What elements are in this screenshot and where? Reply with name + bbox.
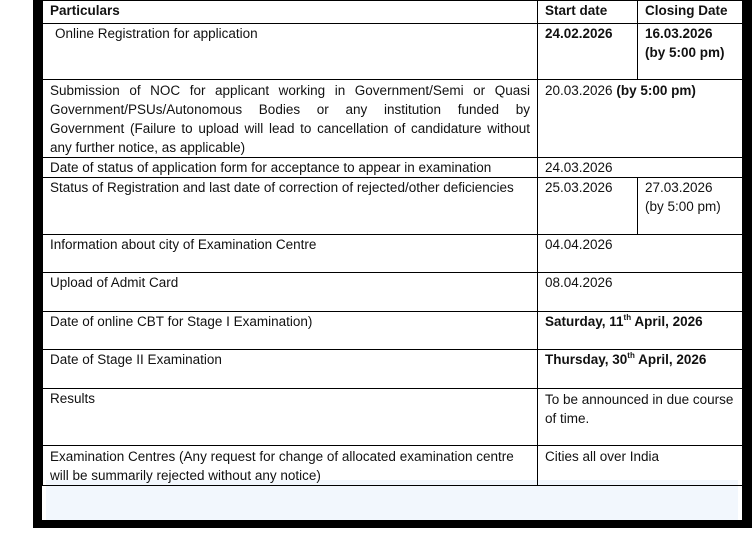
row-closing-date: [638, 24, 743, 80]
row-particulars: Information about city of Examination Centre: [43, 235, 538, 273]
row-particulars: Results: [43, 389, 538, 446]
right-border-bar: [742, 0, 752, 528]
table-row: [43, 158, 743, 178]
row-particulars: Upload of Admit Card: [43, 273, 538, 312]
row-particulars: Submission of NOC for applicant working in Government/Semi or Quasi Government/PSUs/Autonomous Bodies or any institution funded by Government (Failure to upload will lead to cancellation of candidature without any further notice, as applicable): [43, 80, 538, 158]
row-start-date: 24.03.2026: [538, 158, 743, 178]
start-time-note: (by 5:00 pm): [616, 83, 696, 98]
closing-time-note: (by 5:00 pm): [645, 199, 721, 214]
table-row: [43, 178, 743, 235]
row-particulars: Date of status of application form for acceptance to appear in examination: [43, 158, 538, 178]
table-row: [43, 446, 743, 486]
header-particulars: Particulars: [43, 1, 538, 24]
table-row: [43, 80, 743, 158]
row-particulars: Online Registration for application: [43, 24, 538, 80]
table-row: [43, 235, 743, 273]
row-particulars: Examination Centres (Any request for change of allocated examination centre will be summarily rejected without any notice): [43, 446, 538, 486]
table-row: [43, 389, 743, 446]
start-date-value: 20.03.2026: [545, 83, 613, 98]
schedule-table: [42, 0, 743, 486]
row-start-date: [538, 80, 743, 158]
row-start-date: To be announced in due course of time.: [538, 389, 743, 446]
table-row: [43, 350, 743, 389]
exam-date-text: Saturday, 11: [545, 314, 624, 329]
ordinal-suffix: th: [627, 351, 635, 360]
row-start-date: [538, 312, 743, 350]
row-particulars: Date of online CBT for Stage I Examination): [43, 312, 538, 350]
exam-month-year: April, 2026: [631, 314, 703, 329]
row-start-date: [538, 350, 743, 389]
footer-band: [46, 480, 738, 520]
closing-time-note: (by 5:00 pm): [645, 45, 725, 60]
row-start-date: Cities all over India: [538, 446, 743, 486]
table-row: [43, 273, 743, 312]
exam-date-text: Thursday, 30: [545, 352, 628, 367]
row-particulars: Status of Registration and last date of correction of rejected/other deficiencies: [43, 178, 538, 235]
bottom-border-bar: [33, 520, 752, 528]
header-start-date: Start date: [538, 1, 638, 24]
row-particulars: Date of Stage II Examination: [43, 350, 538, 389]
row-start-date: 25.03.2026: [538, 178, 638, 235]
closing-date-value: 16.03.2026: [645, 26, 713, 41]
row-start-date: 04.04.2026: [538, 235, 743, 273]
table-header-row: [43, 1, 743, 24]
row-start-date: 08.04.2026: [538, 273, 743, 312]
header-closing-date: Closing Date: [638, 1, 743, 24]
exam-month-year: April, 2026: [634, 352, 707, 367]
row-closing-date: [638, 178, 743, 235]
ordinal-suffix: th: [623, 313, 632, 322]
left-border-bar: [33, 0, 42, 528]
table-row: [43, 24, 743, 80]
row-start-date: 24.02.2026: [538, 24, 638, 80]
table-row: [43, 312, 743, 350]
closing-date-value: 27.03.2026: [645, 180, 713, 195]
